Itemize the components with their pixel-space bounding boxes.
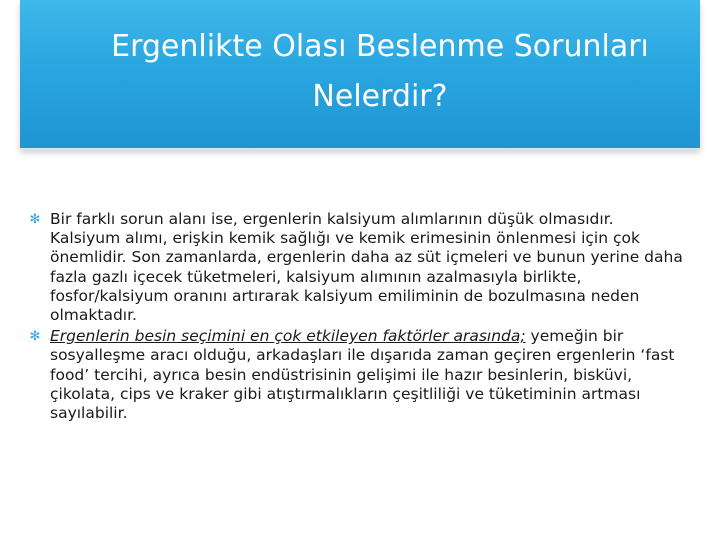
bullet-list	[24, 210, 684, 425]
asterisk-bullet-icon: ✻	[29, 329, 41, 345]
bullet-text: Bir farklı sorun alanı ise, ergenlerin kalsiyum alımlarının düşük olmasıdır. Kalsiyum alımı, erişkin kemik sağlığı ve kemik erimesinin önlenmesi için çok önemlidir. Son zamanlarda, ergenlerin daha az süt içmeleri ve bunun yerine daha fazla gazlı içecek tüketmeleri, kalsiyum alımının azalmasıyla birlikte, fosfor/kalsiyum oranını artırarak kalsiyum emiliminin de bozulmasına neden olmaktadır.	[50, 210, 683, 325]
bullet-emphasis-text: Ergenlerin besin seçimini en çok etkileyen faktörler arasında;	[50, 327, 526, 346]
asterisk-bullet-icon: ✻	[29, 212, 41, 227]
slide-title: Ergenlikte Olası Beslenme Sorunları Nelerdir?	[111, 29, 649, 114]
bullet-item-food-choice	[24, 327, 684, 423]
bullet-text: yemeğin bir sosyalleşme aracı olduğu, arkadaşları ile dışarıda zaman geçiren ergenlerin ‘fast food’ tercihi, ayrıca besin endüstrisinin gelişimi ile hazır besinlerin, bisküvi, çikolata, cips ve kraker gibi atıştırmalıkların çeşitliliği ve tüketiminin artması sayılabilir.	[50, 327, 675, 423]
title-band	[20, 0, 700, 150]
bullet-item-calcium	[24, 210, 684, 325]
